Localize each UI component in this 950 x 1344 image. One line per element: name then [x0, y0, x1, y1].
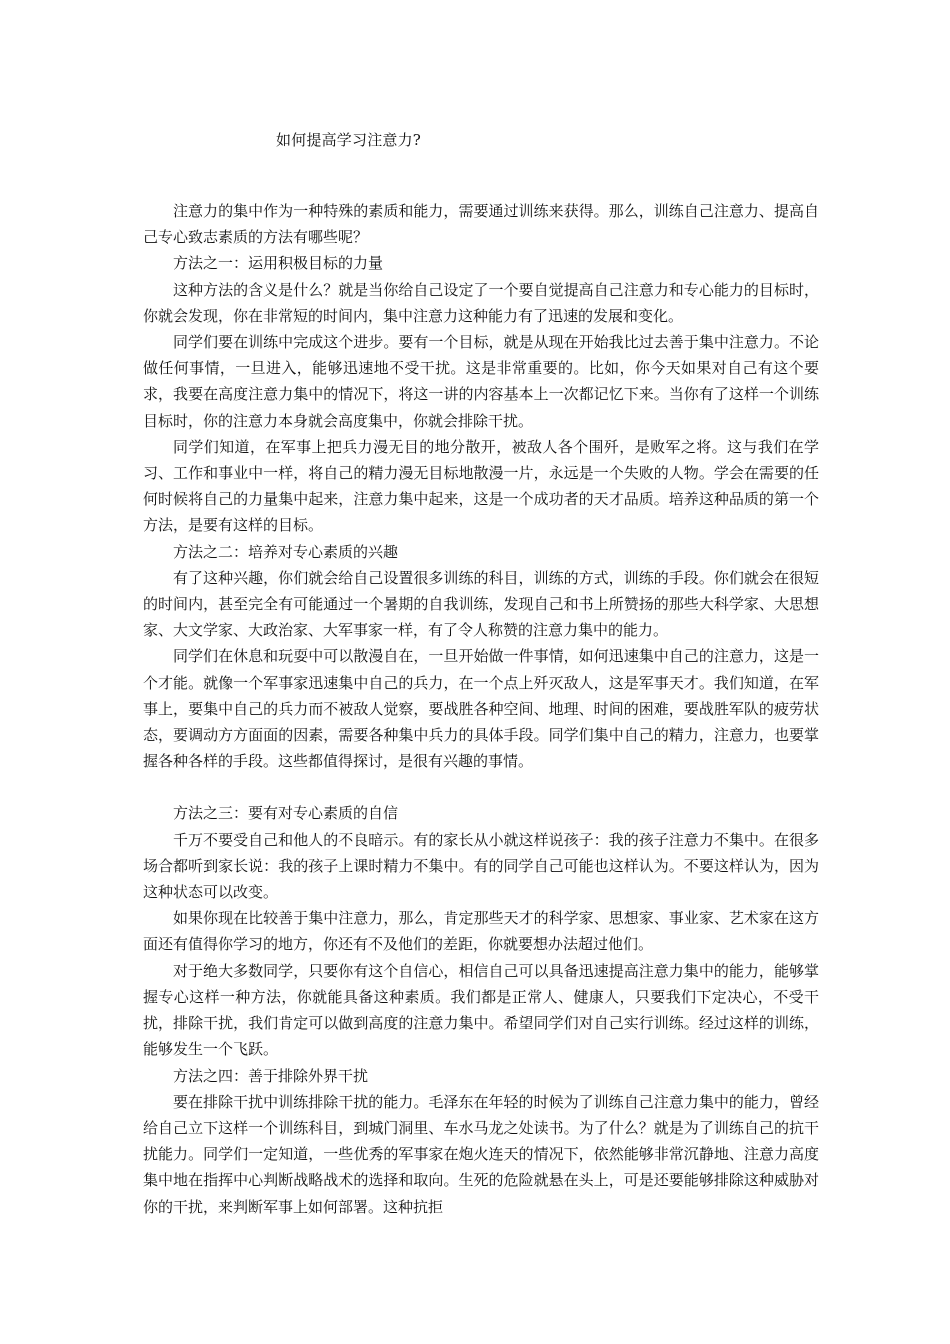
body-paragraph: 千万不要受自己和他人的不良暗示。有的家长从小就这样说孩子：我的孩子注意力不集中。在很多场合都听到家长说：我的孩子上课时精力不集中。有的同学自己可能也这样认为。不要这样认为，因为这种状态可以改变。 — [143, 830, 819, 902]
method-one-heading: 方法之一：运用积极目标的力量 — [173, 254, 384, 273]
body-paragraph: 如果你现在比较善于集中注意力，那么，肯定那些天才的科学家、思想家、事业家、艺术家在这方面还有值得你学习的地方，你还有不及他们的差距，你就要想办法超过他们。 — [143, 909, 819, 954]
document-body — [143, 198, 819, 1220]
intro-paragraph: 注意力的集中作为一种特殊的素质和能力，需要通过训练来获得。那么，训练自己注意力、提高自己专心致志素质的方法有哪些呢？ — [143, 202, 819, 247]
body-paragraph: 同学们知道，在军事上把兵力漫无目的地分散开，被敌人各个围歼，是败军之将。这与我们在学习、工作和事业中一样，将自己的精力漫无目标地散漫一片，永远是一个失败的人物。学会在需要的任何时候将自己的力量集中起来，注意力集中起来，这是一个成功者的天才品质。培养这种品质的第一个方法，是要有这样的目标。 — [143, 437, 819, 535]
body-paragraph: 有了这种兴趣，你们就会给自己设置很多训练的科目，训练的方式，训练的手段。你们就会在很短的时间内，甚至完全有可能通过一个暑期的自我训练，发现自己和书上所赞扬的那些大科学家、大思想家、大文学家、大政治家、大军事家一样，有了令人称赞的注意力集中的能力。 — [143, 568, 819, 640]
body-paragraph: 同学们在休息和玩耍中可以散漫自在，一旦开始做一件事情，如何迅速集中自己的注意力，这是一个才能。就像一个军事家迅速集中自己的兵力，在一个点上歼灭敌人，这是军事天才。我们知道，在军事上，要集中自己的兵力而不被敌人觉察，要战胜各种空间、地理、时间的困难，要战胜军队的疲劳状态，要调动方方面面的因素，需要各种集中兵力的具体手段。同学们集中自己的精力，注意力，也要掌握各种各样的手段。这些都值得探讨，是很有兴趣的事情。 — [143, 647, 819, 771]
body-paragraph: 对于绝大多数同学，只要你有这个自信心，相信自己可以具备迅速提高注意力集中的能力，能够掌握专心这样一种方法，你就能具备这种素质。我们都是正常人、健康人，只要我们下定决心，不受干扰，排除干扰，我们肯定可以做到高度的注意力集中。希望同学们对自己实行训练。经过这样的训练，能够发生一个飞跃。 — [143, 961, 819, 1059]
body-paragraph: 这种方法的含义是什么？就是当你给自己设定了一个要自觉提高自己注意力和专心能力的目标时，你就会发现，你在非常短的时间内，集中注意力这种能力有了迅速的发展和变化。 — [143, 280, 819, 325]
body-paragraph: 同学们要在训练中完成这个进步。要有一个目标，就是从现在开始我比过去善于集中注意力。不论做任何事情，一旦进入，能够迅速地不受干扰。这是非常重要的。比如，你今天如果对自己有这个要求，我要在高度注意力集中的情况下，将这一讲的内容基本上一次都记忆下来。当你有了这样一个训练目标时，你的注意力本身就会高度集中，你就会排除干扰。 — [143, 333, 819, 430]
paragraph-gap — [143, 774, 819, 800]
method-three-heading: 方法之三：要有对专心素质的自信 — [173, 804, 399, 823]
method-two-heading: 方法之二：培养对专心素质的兴趣 — [173, 542, 399, 561]
method-four-heading: 方法之四：善于排除外界干扰 — [173, 1066, 369, 1085]
document-title: 如何提高学习注意力? — [276, 131, 422, 149]
body-paragraph: 要在排除干扰中训练排除干扰的能力。毛泽东在年轻的时候为了训练自己注意力集中的能力，曾经给自己立下这样一个训练科目，到城门洞里、车水马龙之处读书。为了什么？就是为了训练自己的抗干扰能力。同学们一定知道，一些优秀的军事家在炮火连天的情况下，依然能够非常沉静地、注意力高度集中地在指挥中心判断战略战术的选择和取向。生死的危险就悬在头上，可是还要能够排除这种威胁对你的干扰，来判断军事上如何部署。这种抗拒 — [143, 1092, 819, 1216]
